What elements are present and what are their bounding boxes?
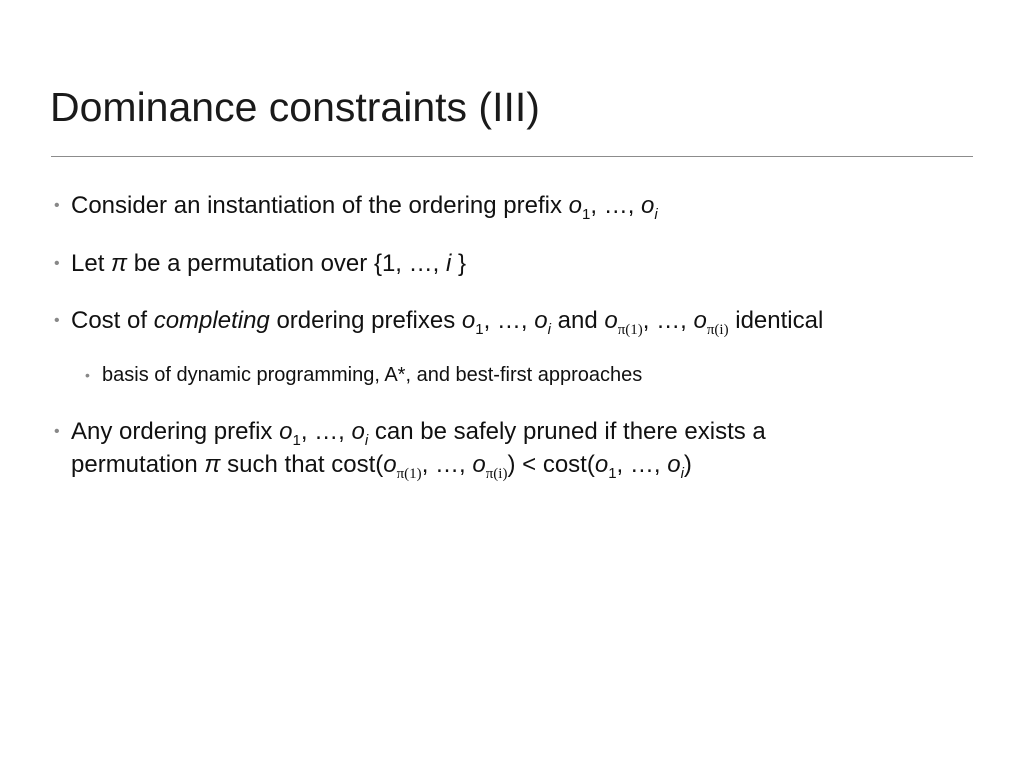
- math-sub: 1: [582, 206, 591, 223]
- bullet-mark: •: [54, 255, 60, 272]
- emphasis: completing: [153, 307, 270, 334]
- sub-bullet-basis: • basis of dynamic programming, A*, and best-first approaches: [85, 364, 643, 386]
- math-pi: π: [111, 250, 128, 277]
- bullet-mark: •: [54, 423, 60, 440]
- title-divider: [51, 156, 973, 157]
- bullet-mark: •: [54, 312, 60, 329]
- math-o: o: [641, 192, 655, 219]
- math-sub: i: [654, 206, 658, 223]
- math-ellipsis: …: [603, 192, 628, 219]
- bullet-pruning: • Any ordering prefix $o_1$, …, $o_i$ can be safely pruned if there exists a permutation π such that $\cos t(o_{\pi(1)}$, …, $o_{\pi(i)}) < \cos t(o_1$, …, $o_i$): [71, 415, 971, 481]
- bullet-cost-completing: • Cost of completing ordering prefixes $o_1$, …, $o_i$ and $o_{\pi(1)}$, …, $o_{\pi(i)}$ identical: [71, 304, 823, 337]
- bullet-permutation: • Let π be a permutation over {1, …, i }: [71, 247, 466, 280]
- bullet-mark: •: [85, 367, 90, 383]
- bullet-consider-instantiation: • Consider an instantiation of the ordering prefix $o_1$, …, $o_i$: [71, 189, 658, 222]
- bullet-mark: •: [54, 197, 60, 214]
- math-o: o: [568, 192, 582, 219]
- bullet-text: Consider an instantiation of the ordering prefix: [71, 192, 562, 219]
- slide-title: Dominance constraints (III): [50, 84, 540, 130]
